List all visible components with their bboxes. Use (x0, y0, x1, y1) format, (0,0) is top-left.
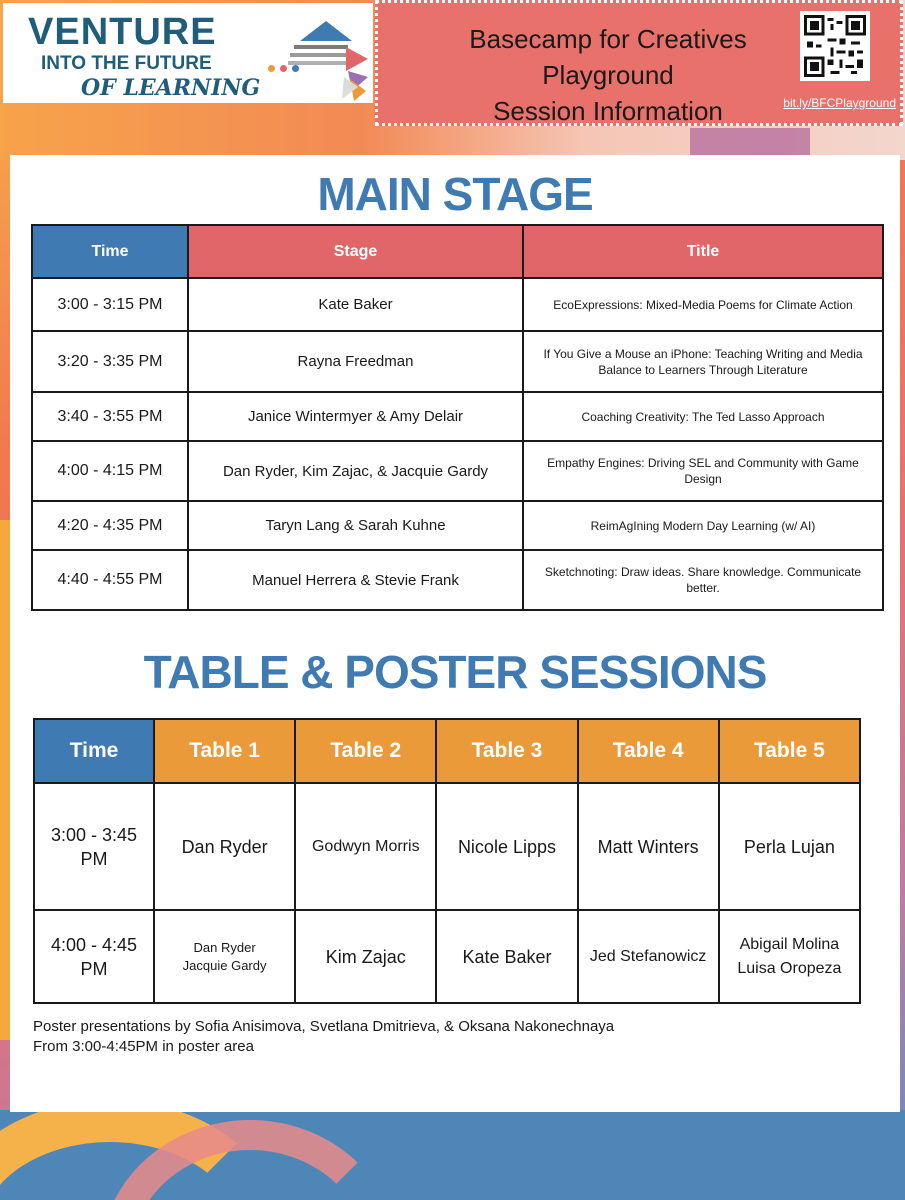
session-time: 3:40 - 3:55 PM (32, 392, 188, 441)
table-1-presenter: Dan Ryder (154, 783, 295, 910)
table-row (32, 441, 883, 501)
session-title: Coaching Creativity: The Ted Lasso Approach (523, 392, 883, 441)
poster-footnote-line-1: Poster presentations by Sofia Anisimova, Svetlana Dmitrieva, & Oksana Nakonechnaya (33, 1018, 615, 1035)
banner-title (418, 21, 798, 129)
qr-code-icon[interactable] (800, 11, 870, 81)
main-stage-table (31, 224, 884, 611)
table-header-row (34, 719, 860, 783)
table-row (32, 550, 883, 610)
column-header-time: Time (34, 719, 154, 783)
table-1-presenter: Dan Ryder Jacquie Gardy (154, 910, 295, 1003)
session-title: EcoExpressions: Mixed-Media Poems for Climate Action (523, 278, 883, 331)
table-sessions-table (33, 718, 861, 1004)
session-title: Empathy Engines: Driving SEL and Community with Game Design (523, 441, 883, 501)
session-time: 4:00 - 4:15 PM (32, 441, 188, 501)
table-row (34, 783, 860, 910)
session-time: 4:40 - 4:55 PM (32, 550, 188, 610)
session-time: 3:00 - 3:45 PM (34, 783, 154, 910)
session-info-banner (375, 0, 903, 126)
column-header-title: Title (523, 225, 883, 278)
session-presenter: Janice Wintermyer & Amy Delair (188, 392, 523, 441)
table-row (34, 910, 860, 1003)
table-5-presenter: Perla Lujan (719, 783, 860, 910)
column-header-stage: Stage (188, 225, 523, 278)
session-title: If You Give a Mouse an iPhone: Teaching Writing and Media Balance to Learners Through Literature (523, 331, 883, 392)
session-presenter: Dan Ryder, Kim Zajac, & Jacquie Gardy (188, 441, 523, 501)
table-row (32, 331, 883, 392)
banner-title-line-1: Basecamp for Creatives (469, 24, 747, 54)
logo-dot-orange (268, 65, 275, 72)
table-4-presenter: Matt Winters (578, 783, 719, 910)
main-stage-heading: MAIN STAGE (317, 168, 593, 220)
table-4-presenter: Jed Stefanowicz (578, 910, 719, 1003)
column-header-table-5: Table 5 (719, 719, 860, 783)
table-row (32, 278, 883, 331)
column-header-table-4: Table 4 (578, 719, 719, 783)
session-time: 3:00 - 3:15 PM (32, 278, 188, 331)
table-2-presenter: Godwyn Morris (295, 783, 436, 910)
column-header-time: Time (32, 225, 188, 278)
logo-subtitle-text: INTO THE FUTURE (41, 53, 212, 74)
playground-link[interactable]: bit.ly/BFCPlayground (783, 96, 896, 110)
banner-title-line-3: Session Information (493, 96, 723, 126)
event-logo (3, 3, 373, 103)
column-header-table-2: Table 2 (295, 719, 436, 783)
schedule-panel (10, 155, 900, 1112)
logo-dot-red (280, 65, 287, 72)
mountain-logo-icon (288, 17, 373, 103)
table-header-row (32, 225, 883, 278)
session-time: 4:00 - 4:45 PM (34, 910, 154, 1003)
table-2-presenter: Kim Zajac (295, 910, 436, 1003)
session-title: ReimAgIning Modern Day Learning (w/ AI) (523, 501, 883, 550)
column-header-table-3: Table 3 (436, 719, 577, 783)
logo-learning-text: OF LEARNING (81, 75, 261, 101)
session-title: Sketchnoting: Draw ideas. Share knowledge. Communicate better. (523, 550, 883, 610)
table-poster-heading: TABLE & POSTER SESSIONS (143, 646, 767, 698)
logo-venture-text: VENTURE (28, 11, 217, 53)
banner-title-line-2: Playground (542, 60, 674, 90)
column-header-table-1: Table 1 (154, 719, 295, 783)
table-5-presenter: Abigail Molina Luisa Oropeza (719, 910, 860, 1003)
session-time: 4:20 - 4:35 PM (32, 501, 188, 550)
table-row (32, 501, 883, 550)
session-time: 3:20 - 3:35 PM (32, 331, 188, 392)
table-3-presenter: Nicole Lipps (436, 783, 577, 910)
session-presenter: Rayna Freedman (188, 331, 523, 392)
background-accent-block (690, 128, 810, 158)
poster-footnote (33, 1017, 614, 1057)
table-3-presenter: Kate Baker (436, 910, 577, 1003)
poster-footnote-line-2: From 3:00-4:45PM in poster area (33, 1038, 254, 1055)
session-presenter: Taryn Lang & Sarah Kuhne (188, 501, 523, 550)
table-row (32, 392, 883, 441)
session-presenter: Manuel Herrera & Stevie Frank (188, 550, 523, 610)
session-presenter: Kate Baker (188, 278, 523, 331)
